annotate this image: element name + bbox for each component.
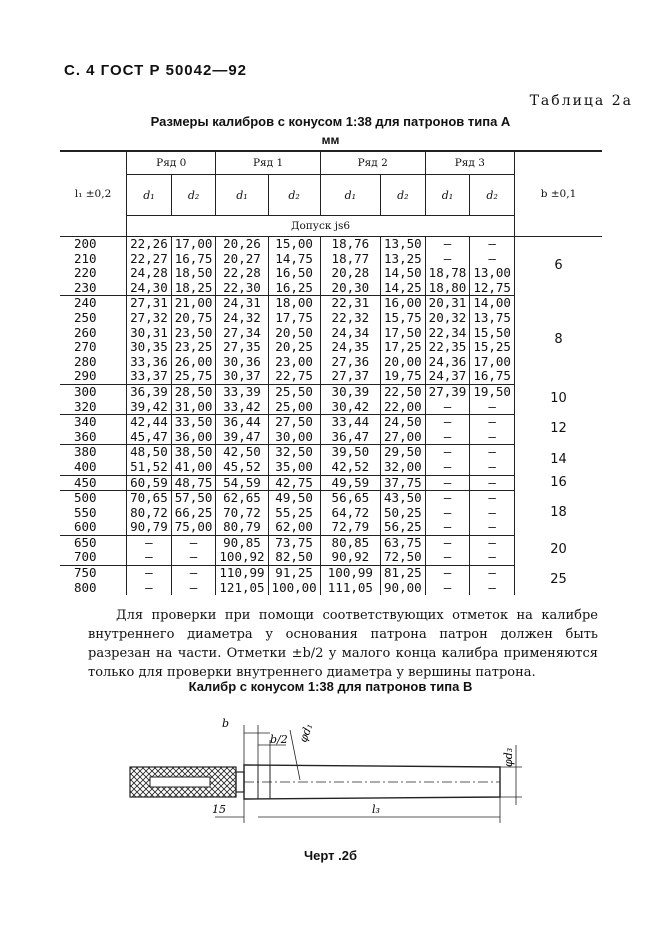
cell-value: 80,79 — [216, 520, 268, 535]
cell-value: — — [425, 400, 470, 415]
cell-value: — — [425, 430, 470, 445]
cell-b: 14 — [514, 445, 602, 475]
drawing-title: Калибр с конусом 1:38 для патронов типа В — [188, 679, 473, 694]
cell-value: 20,00 — [381, 355, 426, 370]
cell-value: — — [470, 415, 515, 430]
cell-value: 20,25 — [268, 340, 320, 355]
cell-value: — — [425, 566, 470, 581]
cell-value: 90,92 — [320, 550, 380, 565]
cell-l1: 240 — [60, 296, 127, 311]
cell-value: 17,25 — [381, 340, 426, 355]
drawing-caption: Черт .2б — [304, 848, 357, 863]
cell-value: 17,50 — [381, 326, 426, 341]
cell-value: 20,75 — [171, 311, 216, 326]
cell-value: 16,75 — [171, 252, 216, 267]
cell-value: 20,31 — [425, 296, 470, 311]
cell-value: 13,00 — [470, 266, 515, 281]
cell-l1: 260 — [74, 324, 97, 340]
cell-value: 30,00 — [268, 430, 320, 445]
cell-value: 20,50 — [268, 326, 320, 341]
cell-value: 19,50 — [470, 384, 515, 399]
cell-value: — — [127, 581, 172, 596]
d1-header: d₁ — [216, 175, 268, 216]
label-15: 15 — [212, 803, 226, 816]
cell-value: 12,75 — [470, 281, 515, 296]
cell-value: 27,36 — [320, 355, 380, 370]
cell-value: — — [425, 252, 470, 267]
cell-value: 24,31 — [216, 296, 268, 311]
cell-value: — — [470, 491, 515, 506]
cell-value: 27,50 — [268, 415, 320, 430]
cell-value: 42,75 — [268, 475, 320, 491]
cell-value: 20,32 — [425, 311, 470, 326]
cell-value: 22,28 — [216, 266, 268, 281]
cell-value: 42,50 — [216, 445, 268, 460]
cell-value: 24,35 — [320, 340, 380, 355]
cell-value: 16,50 — [268, 266, 320, 281]
cell-l1: 200 — [74, 236, 97, 251]
cell-value: 24,32 — [216, 311, 268, 326]
cell-value: 42,44 — [127, 415, 172, 430]
cell-value: 22,75 — [268, 369, 320, 384]
cell-value: — — [470, 520, 515, 535]
cell-value: 73,75 — [268, 535, 320, 550]
cell-value: — — [425, 460, 470, 475]
table-row — [60, 475, 602, 491]
cell-value: — — [425, 237, 470, 252]
cell-value: 24,50 — [381, 415, 426, 430]
cell-b: 16 — [514, 475, 602, 491]
cell-value: 48,75 — [171, 475, 216, 491]
cell-value: — — [470, 460, 515, 475]
cell-value: 35,00 — [268, 460, 320, 475]
row3-header: Ряд 3 — [425, 151, 514, 175]
cell-value: — — [425, 520, 470, 535]
cell-value: 15,50 — [470, 326, 515, 341]
cell-value: 33,39 — [216, 384, 268, 399]
cell-value: 22,35 — [425, 340, 470, 355]
cell-l1: 600 — [74, 519, 97, 535]
table-row — [60, 296, 602, 311]
cell-value: 54,59 — [216, 475, 268, 491]
cell-l1: 320 — [74, 398, 97, 414]
cell-value: 28,50 — [171, 384, 216, 399]
table-row — [60, 415, 602, 430]
cell-value: 31,00 — [171, 400, 216, 415]
cell-value: 38,50 — [171, 445, 216, 460]
cell-value: 23,00 — [268, 355, 320, 370]
cell-value: — — [171, 535, 216, 550]
cell-value: — — [171, 550, 216, 565]
cell-value: — — [425, 506, 470, 521]
cell-value: 100,00 — [268, 581, 320, 596]
cell-value: 16,75 — [470, 369, 515, 384]
cell-value: 22,50 — [381, 384, 426, 399]
d2-header: d₂ — [171, 175, 216, 216]
cell-value: 17,00 — [470, 355, 515, 370]
cell-value: 42,52 — [320, 460, 380, 475]
cell-value: 66,25 — [171, 506, 216, 521]
cell-value: 39,47 — [216, 430, 268, 445]
cell-value: 20,30 — [320, 281, 380, 296]
cell-value: 90,85 — [216, 535, 268, 550]
cell-value: — — [470, 400, 515, 415]
cell-value: 18,80 — [425, 281, 470, 296]
cell-value: 18,50 — [171, 266, 216, 281]
cell-value: 15,00 — [268, 237, 320, 252]
row1-header: Ряд 1 — [216, 151, 320, 175]
cell-value: 18,00 — [268, 296, 320, 311]
cell-value: 36,00 — [171, 430, 216, 445]
cell-l1: 750 — [60, 566, 127, 581]
cell-value: 64,72 — [320, 506, 380, 521]
cell-b: 6 — [514, 237, 602, 296]
cell-value: 16,25 — [268, 281, 320, 296]
cell-value: 16,00 — [381, 296, 426, 311]
cell-value: 15,25 — [470, 340, 515, 355]
cell-value: 110,99 — [216, 566, 268, 581]
table-row — [60, 237, 602, 252]
cell-value: 19,75 — [381, 369, 426, 384]
cell-value: 22,30 — [216, 281, 268, 296]
cell-value: 27,34 — [216, 326, 268, 341]
table-row — [60, 491, 602, 506]
cell-l1: 300 — [60, 384, 127, 399]
cell-value: 30,42 — [320, 400, 380, 415]
cell-value: 91,25 — [268, 566, 320, 581]
cell-value: 18,77 — [320, 252, 380, 267]
col-l1-header: l₁ ±0,2 — [60, 151, 127, 237]
calibre-drawing — [110, 705, 550, 835]
cell-value: — — [171, 581, 216, 596]
cell-value: 62,65 — [216, 491, 268, 506]
label-b: b — [222, 717, 230, 730]
page-header: С. 4 ГОСТ Р 50042—92 — [64, 62, 248, 79]
table-row — [60, 566, 602, 581]
cell-value: 24,34 — [320, 326, 380, 341]
cell-value: 48,50 — [127, 445, 172, 460]
d1-header: d₁ — [320, 175, 380, 216]
cell-value: 49,50 — [268, 491, 320, 506]
cell-value: — — [470, 252, 515, 267]
d1-header: d₁ — [127, 175, 172, 216]
cell-value: — — [425, 581, 470, 596]
cell-value: 57,50 — [171, 491, 216, 506]
calibre-table — [60, 150, 602, 595]
d1-header: d₁ — [425, 175, 470, 216]
label-l3: l₃ — [372, 803, 380, 816]
cell-value: 14,25 — [381, 281, 426, 296]
cell-value: 30,35 — [127, 340, 172, 355]
cell-value: 27,32 — [127, 311, 172, 326]
cell-value: 17,75 — [268, 311, 320, 326]
label-d3: φd₃ — [502, 747, 515, 767]
row0-header: Ряд 0 — [127, 151, 216, 175]
cell-value: — — [425, 445, 470, 460]
cell-value: — — [470, 506, 515, 521]
table-body — [60, 237, 602, 596]
cell-value: 55,25 — [268, 506, 320, 521]
cell-b: 20 — [514, 535, 602, 565]
cell-value: — — [470, 566, 515, 581]
cell-value: 45,47 — [127, 430, 172, 445]
cell-value: 30,36 — [216, 355, 268, 370]
cell-l1: 550 — [74, 504, 97, 520]
label-b2: b/2 — [270, 733, 288, 746]
cell-value: 20,28 — [320, 266, 380, 281]
cell-value: 18,78 — [425, 266, 470, 281]
d2-header: d₂ — [470, 175, 515, 216]
cell-value: 72,79 — [320, 520, 380, 535]
cell-value: — — [425, 550, 470, 565]
cell-value: — — [425, 415, 470, 430]
collar — [236, 772, 244, 792]
cell-value: 39,42 — [127, 400, 172, 415]
cell-value: 45,52 — [216, 460, 268, 475]
col-b-header: b ±0,1 — [514, 151, 602, 237]
table-row — [60, 535, 602, 550]
cell-value: 30,31 — [127, 326, 172, 341]
d2-header: d₂ — [268, 175, 320, 216]
cell-value: — — [470, 550, 515, 565]
cell-value: 24,30 — [127, 281, 172, 296]
label-d1: φd₁ — [296, 721, 316, 745]
cell-l1: 340 — [60, 415, 127, 430]
cell-l1: 800 — [74, 579, 97, 595]
cell-value: 90,00 — [381, 581, 426, 596]
cell-b: 18 — [514, 491, 602, 536]
cell-b: 8 — [514, 296, 602, 385]
cell-value: 13,50 — [381, 237, 426, 252]
cell-value: — — [425, 475, 470, 491]
cell-value: 62,00 — [268, 520, 320, 535]
cell-value: 60,59 — [127, 475, 172, 491]
cell-l1: 210 — [74, 250, 97, 266]
cell-value: 56,65 — [320, 491, 380, 506]
cell-value: — — [425, 491, 470, 506]
tolerance-header: Допуск js6 — [127, 216, 515, 237]
cell-l1: 220 — [74, 265, 97, 281]
handle-slot — [150, 777, 210, 787]
cell-value: 13,25 — [381, 252, 426, 267]
cell-value: — — [127, 550, 172, 565]
cell-value: — — [470, 475, 515, 491]
cell-value: 36,44 — [216, 415, 268, 430]
cell-value: 33,50 — [171, 415, 216, 430]
cell-value: 22,31 — [320, 296, 380, 311]
cell-value: 100,92 — [216, 550, 268, 565]
cell-value: 30,37 — [216, 369, 268, 384]
cell-value: 50,25 — [381, 506, 426, 521]
cell-l1: 650 — [60, 535, 127, 550]
cell-value: 32,00 — [381, 460, 426, 475]
cell-l1: 700 — [74, 549, 97, 565]
cell-b: 10 — [514, 384, 602, 414]
cell-value: 37,75 — [381, 475, 426, 491]
cell-b: 12 — [514, 415, 602, 445]
cell-value: — — [425, 535, 470, 550]
cell-value: 14,50 — [381, 266, 426, 281]
cell-l1: 380 — [60, 445, 127, 460]
cell-value: 43,50 — [381, 491, 426, 506]
cell-l1: 270 — [74, 339, 97, 355]
cell-value: 22,26 — [127, 237, 172, 252]
cell-value: 72,50 — [381, 550, 426, 565]
cell-value: 29,50 — [381, 445, 426, 460]
cell-value: 70,65 — [127, 491, 172, 506]
d2-header: d₂ — [381, 175, 426, 216]
note-text: Для проверки при помощи соответствующих отметок на калибре внутреннего диаметра у основания патрона патрон должен быть разрезан на части. Отметки ±b/2 у малого конца калибра применяются только для проверки внутреннего диаметра у вершины патрона. — [88, 608, 598, 680]
cell-l1: 280 — [74, 353, 97, 369]
cell-value: — — [470, 237, 515, 252]
cell-value: 22,32 — [320, 311, 380, 326]
cell-value: 82,50 — [268, 550, 320, 565]
cell-value: 33,37 — [127, 369, 172, 384]
cell-value: 27,39 — [425, 384, 470, 399]
cell-value: 27,00 — [381, 430, 426, 445]
cell-value: — — [171, 566, 216, 581]
cell-b: 25 — [514, 566, 602, 596]
cell-value: 14,00 — [470, 296, 515, 311]
cell-value: 24,36 — [425, 355, 470, 370]
cell-l1: 450 — [60, 475, 127, 491]
cell-value: 25,50 — [268, 384, 320, 399]
cell-value: 15,75 — [381, 311, 426, 326]
cell-value: 56,25 — [381, 520, 426, 535]
cell-value: 49,59 — [320, 475, 380, 491]
cell-value: 20,26 — [216, 237, 268, 252]
cell-value: 33,42 — [216, 400, 268, 415]
table-unit: мм — [321, 133, 340, 147]
cell-value: 80,85 — [320, 535, 380, 550]
cell-value: 23,50 — [171, 326, 216, 341]
cell-l1: 250 — [74, 309, 97, 325]
cell-l1: 230 — [74, 279, 97, 295]
cell-l1: 500 — [60, 491, 127, 506]
row2-header: Ряд 2 — [320, 151, 425, 175]
cell-l1: 400 — [74, 458, 97, 474]
cell-l1: 360 — [74, 428, 97, 444]
cell-value: 27,35 — [216, 340, 268, 355]
cell-value: 80,72 — [127, 506, 172, 521]
cell-value: 25,75 — [171, 369, 216, 384]
cell-value: 41,00 — [171, 460, 216, 475]
cell-value: 70,72 — [216, 506, 268, 521]
cell-value: 22,27 — [127, 252, 172, 267]
cell-value: 17,00 — [171, 237, 216, 252]
cell-value: 21,00 — [171, 296, 216, 311]
cell-value: 18,76 — [320, 237, 380, 252]
cell-value: 26,00 — [171, 355, 216, 370]
cell-value: 90,79 — [127, 520, 172, 535]
cell-value: 33,44 — [320, 415, 380, 430]
cell-value: 24,28 — [127, 266, 172, 281]
cell-value: 13,75 — [470, 311, 515, 326]
cell-value: — — [470, 445, 515, 460]
cell-value: — — [127, 566, 172, 581]
cell-value: — — [470, 581, 515, 596]
note-paragraph — [88, 606, 598, 682]
table-title: Размеры калибров с конусом 1:38 для патронов типа А — [150, 114, 511, 129]
cell-value: 39,50 — [320, 445, 380, 460]
cell-l1: 290 — [74, 368, 97, 384]
table-row — [60, 445, 602, 460]
cell-value: 27,37 — [320, 369, 380, 384]
cell-value: 22,00 — [381, 400, 426, 415]
cell-value: 30,39 — [320, 384, 380, 399]
cell-value: 18,25 — [171, 281, 216, 296]
cell-value: 20,27 — [216, 252, 268, 267]
cell-value: 81,25 — [381, 566, 426, 581]
cell-value: 22,34 — [425, 326, 470, 341]
cell-value: 25,00 — [268, 400, 320, 415]
cell-value: 36,47 — [320, 430, 380, 445]
table-label: Таблица 2а — [529, 93, 633, 109]
cell-value: 33,36 — [127, 355, 172, 370]
cell-value: 14,75 — [268, 252, 320, 267]
cell-value: 23,25 — [171, 340, 216, 355]
cell-value: 121,05 — [216, 581, 268, 596]
cell-value: 100,99 — [320, 566, 380, 581]
cell-value: 27,31 — [127, 296, 172, 311]
cell-value: 24,37 — [425, 369, 470, 384]
cell-value: 36,39 — [127, 384, 172, 399]
cell-value: — — [470, 535, 515, 550]
cell-value: 32,50 — [268, 445, 320, 460]
cell-value: 111,05 — [320, 581, 380, 596]
table-row — [60, 384, 602, 399]
cell-value: — — [470, 430, 515, 445]
cell-value: — — [127, 535, 172, 550]
cell-value: 63,75 — [381, 535, 426, 550]
cell-value: 51,52 — [127, 460, 172, 475]
cell-value: 75,00 — [171, 520, 216, 535]
